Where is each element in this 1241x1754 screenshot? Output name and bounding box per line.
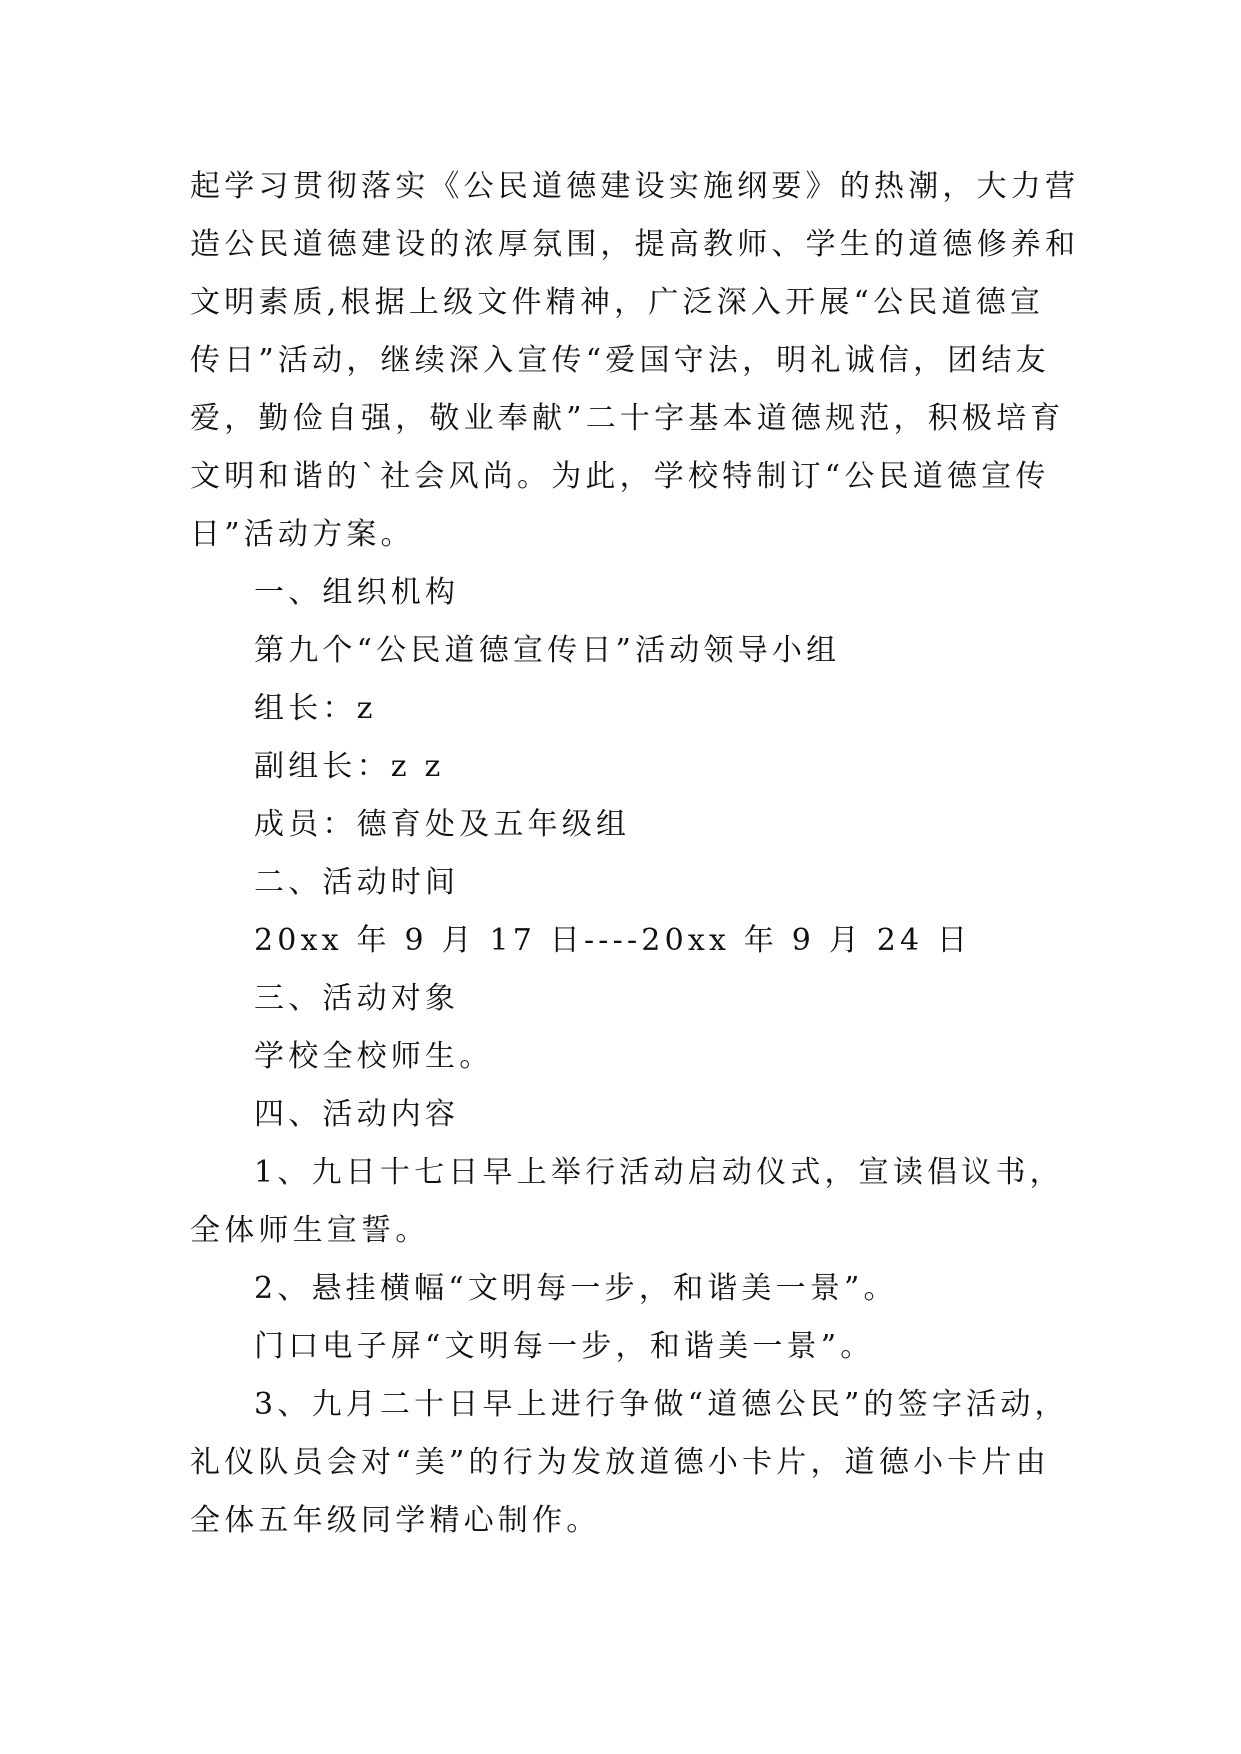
text-line: 2、悬挂横幅“文明每一步，和谐美一景”。 <box>254 1271 898 1306</box>
text-line: 1、九日十七日早上举行活动启动仪式，宣读倡议书， <box>254 1155 1064 1190</box>
text-line: 礼仪队员会对“美”的行为发放道德小卡片，道德小卡片由 <box>190 1445 1050 1480</box>
text-line: 文明素质,根据上级文件精神，广泛深入开展“公民道德宣 <box>190 285 1045 320</box>
text-line: 第九个“公民道德宣传日”活动领导小组 <box>254 633 841 668</box>
document-body <box>190 158 1080 1550</box>
text-line: 四、活动内容 <box>254 1097 460 1132</box>
text-line: 3、九月二十日早上进行争做“道德公民”的签字活动， <box>254 1387 1069 1422</box>
text-line: 门口电子屏“文明每一步，和谐美一景”。 <box>254 1329 875 1364</box>
text-line: 传日”活动，继续深入宣传“爱国守法，明礼诚信，团结友 <box>190 343 1050 378</box>
text-line: 一、组织机构 <box>254 575 460 610</box>
text-line: 文明和谐的`社会风尚。为此，学校特制订“公民道德宣传 <box>190 459 1050 494</box>
text-line: 副组长：z z <box>254 749 445 784</box>
text-line: 学校全校师生。 <box>254 1039 494 1074</box>
text-line: 成员：德育处及五年级组 <box>254 807 631 842</box>
text-line: 全体五年级同学精心制作。 <box>190 1503 601 1538</box>
text-line: 三、活动对象 <box>254 981 460 1016</box>
text-line: 起学习贯彻落实《公民道德建设实施纲要》的热潮，大力营 <box>190 169 1080 204</box>
text-line: 爱，勤俭自强，敬业奉献”二十字基本道德规范，积极培育 <box>190 401 1065 436</box>
text-line: 二、活动时间 <box>254 865 460 900</box>
text-line: 日”活动方案。 <box>190 517 415 552</box>
text-line: 造公民道德建设的浓厚氛围，提高教师、学生的道德修养和 <box>190 227 1080 262</box>
text-line: 全体师生宣誓。 <box>190 1213 430 1248</box>
text-line: 20xx 年 9 月 17 日----20xx 年 9 月 24 日 <box>254 923 972 958</box>
text-line: 组长：z <box>254 691 377 726</box>
